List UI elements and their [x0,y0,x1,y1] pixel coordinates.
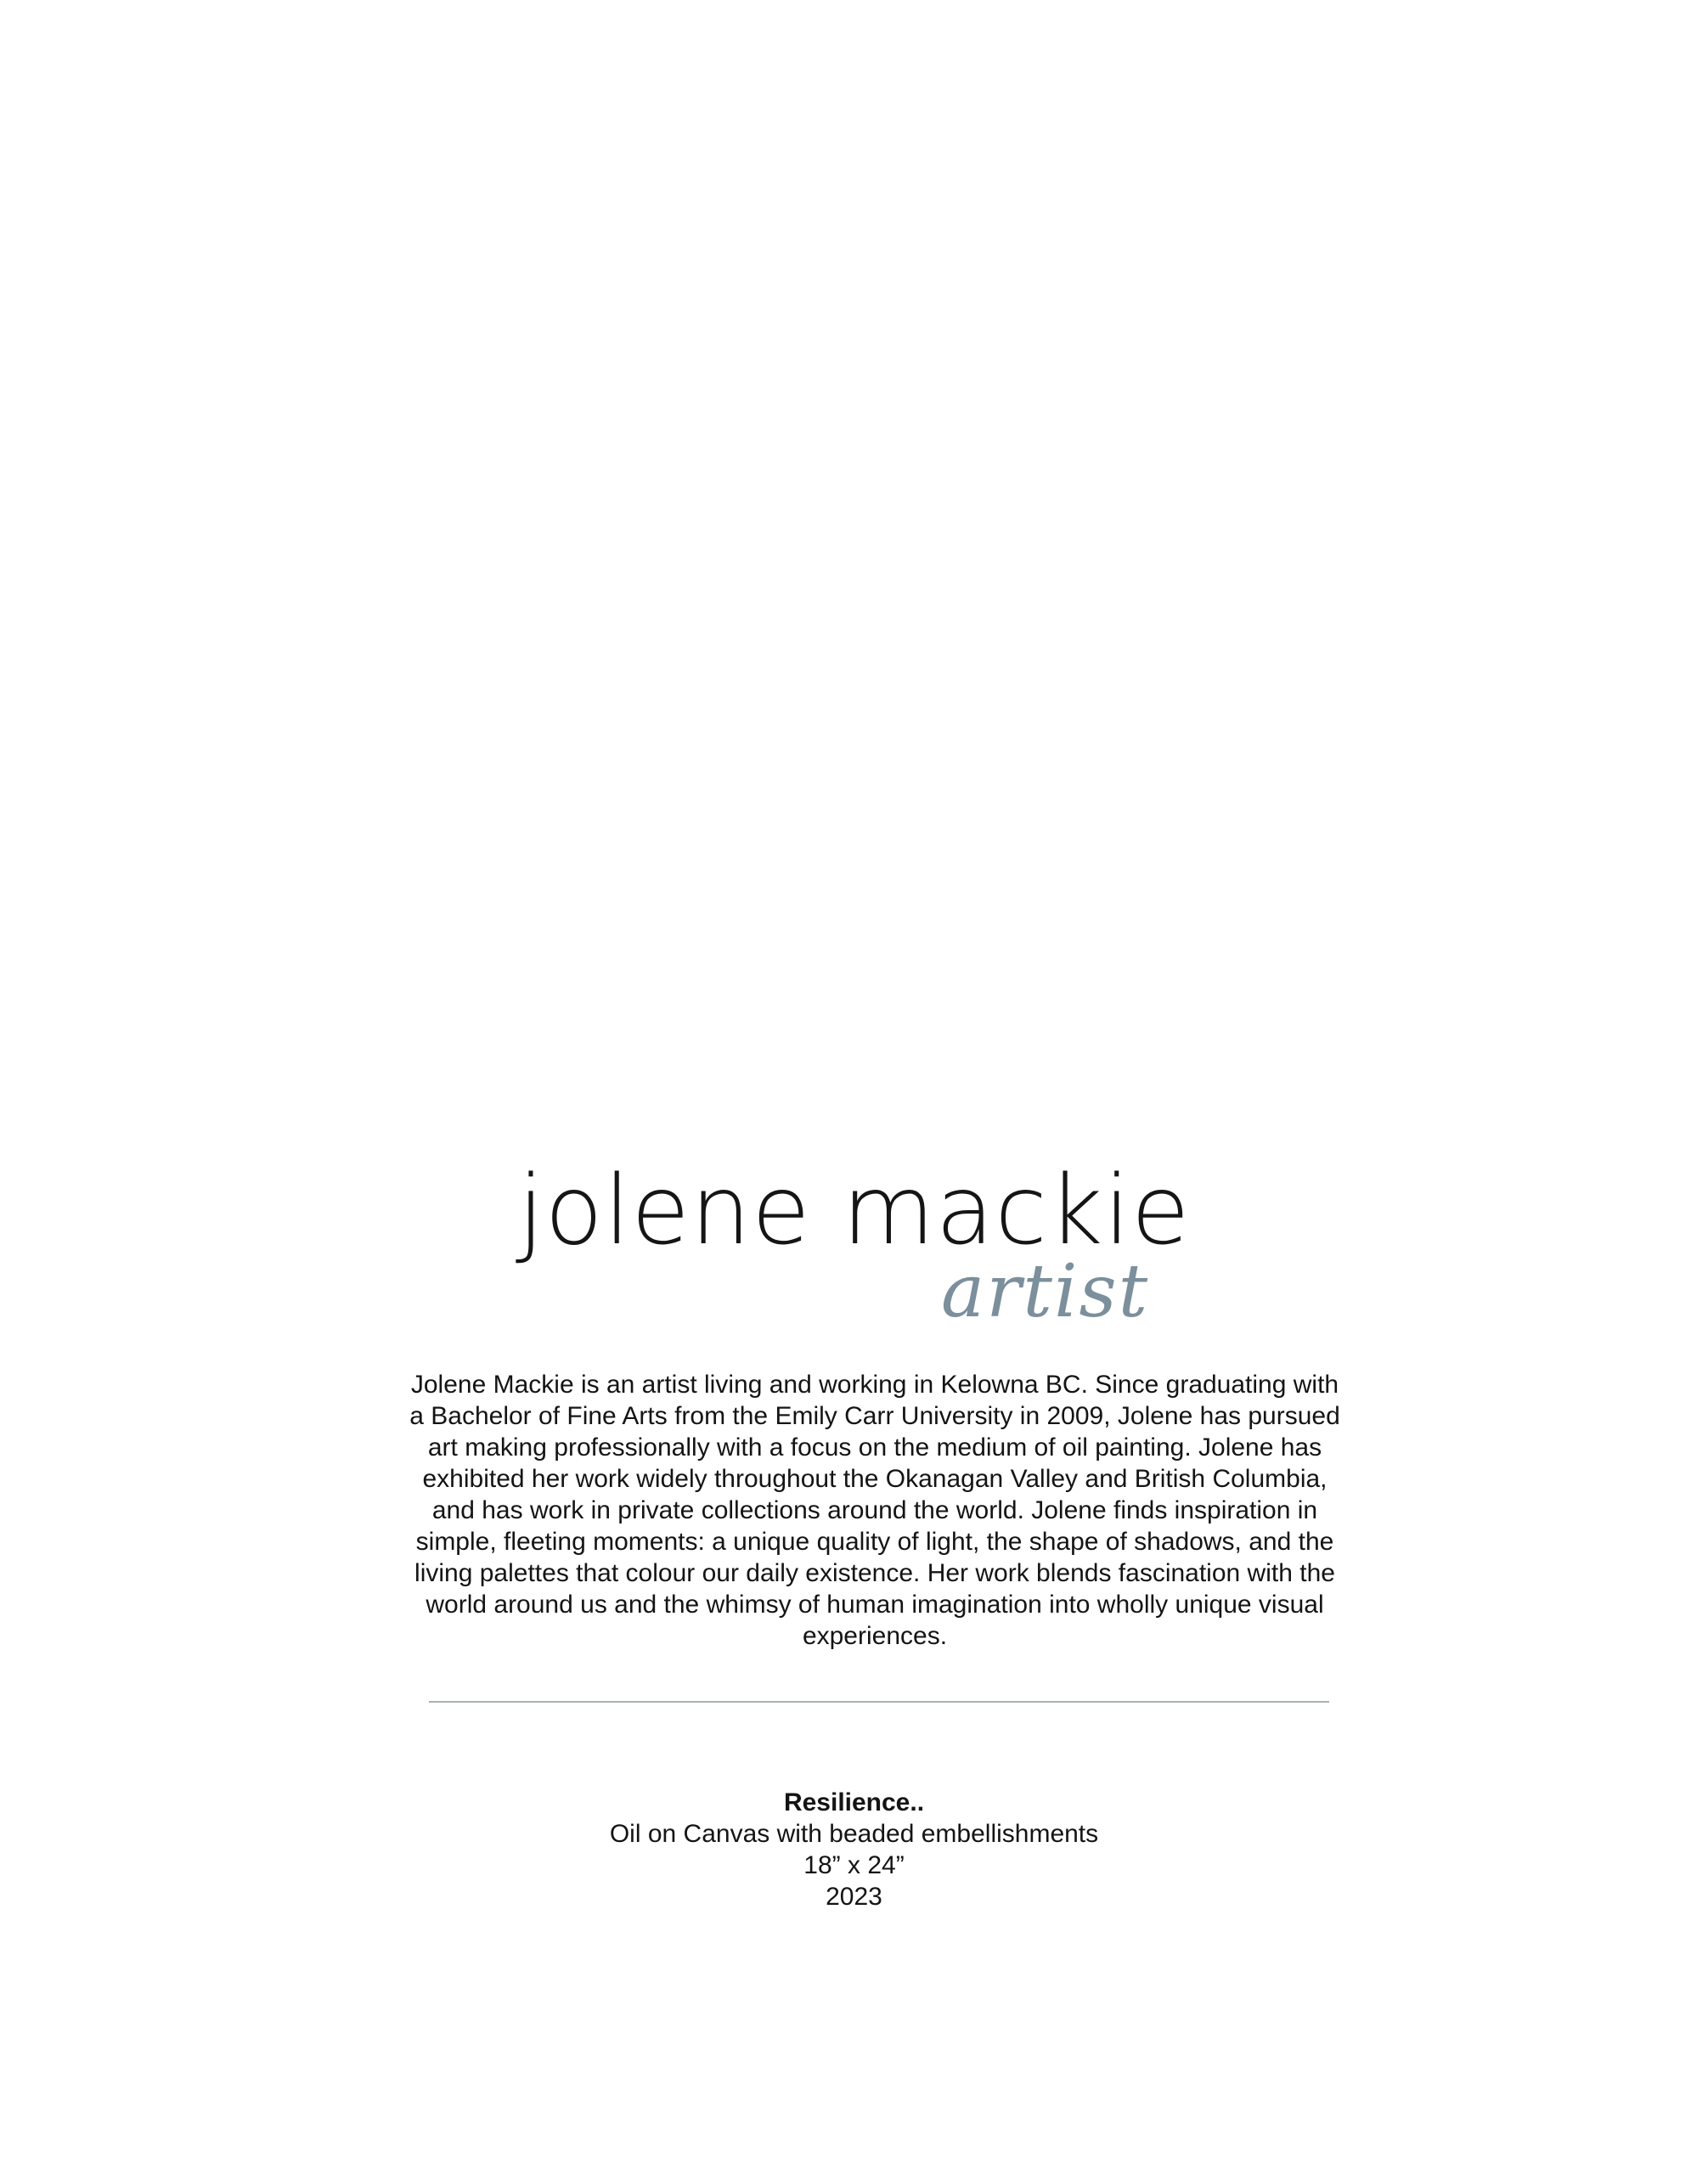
artwork-title: Resilience.. [783,1788,925,1816]
artwork-year: 2023 [826,1883,882,1911]
logo-subtitle: artist [941,1249,1150,1334]
divider [429,1701,1329,1703]
artwork-medium: Oil on Canvas with beaded embellishments [609,1820,1099,1848]
logo-name: jolene mackie [517,1156,1191,1266]
artist-logo [0,1156,1708,1342]
artwork-caption [0,1787,1708,1912]
artist-bio: Jolene Mackie is an artist living and working in Kelowna BC. Since graduating with a Bachelor of Fine Arts from the Emily Carr University in 2009, Jolene has pursued art making professionally with a focus on the medium of oil painting. Jolene has exhibited her work widely throughout the Okanagan Valley and British Columbia, and has work in private collections around the world. Jolene finds inspiration in simple, fleeting moments: a unique quality of light, the shape of shadows, and the living palettes that colour our daily existence. Her work blends fascination with the world around us and the whimsy of human imagination into wholly unique visual experiences. [409,1371,1340,1650]
artwork-dimensions: 18” x 24” [803,1851,905,1879]
